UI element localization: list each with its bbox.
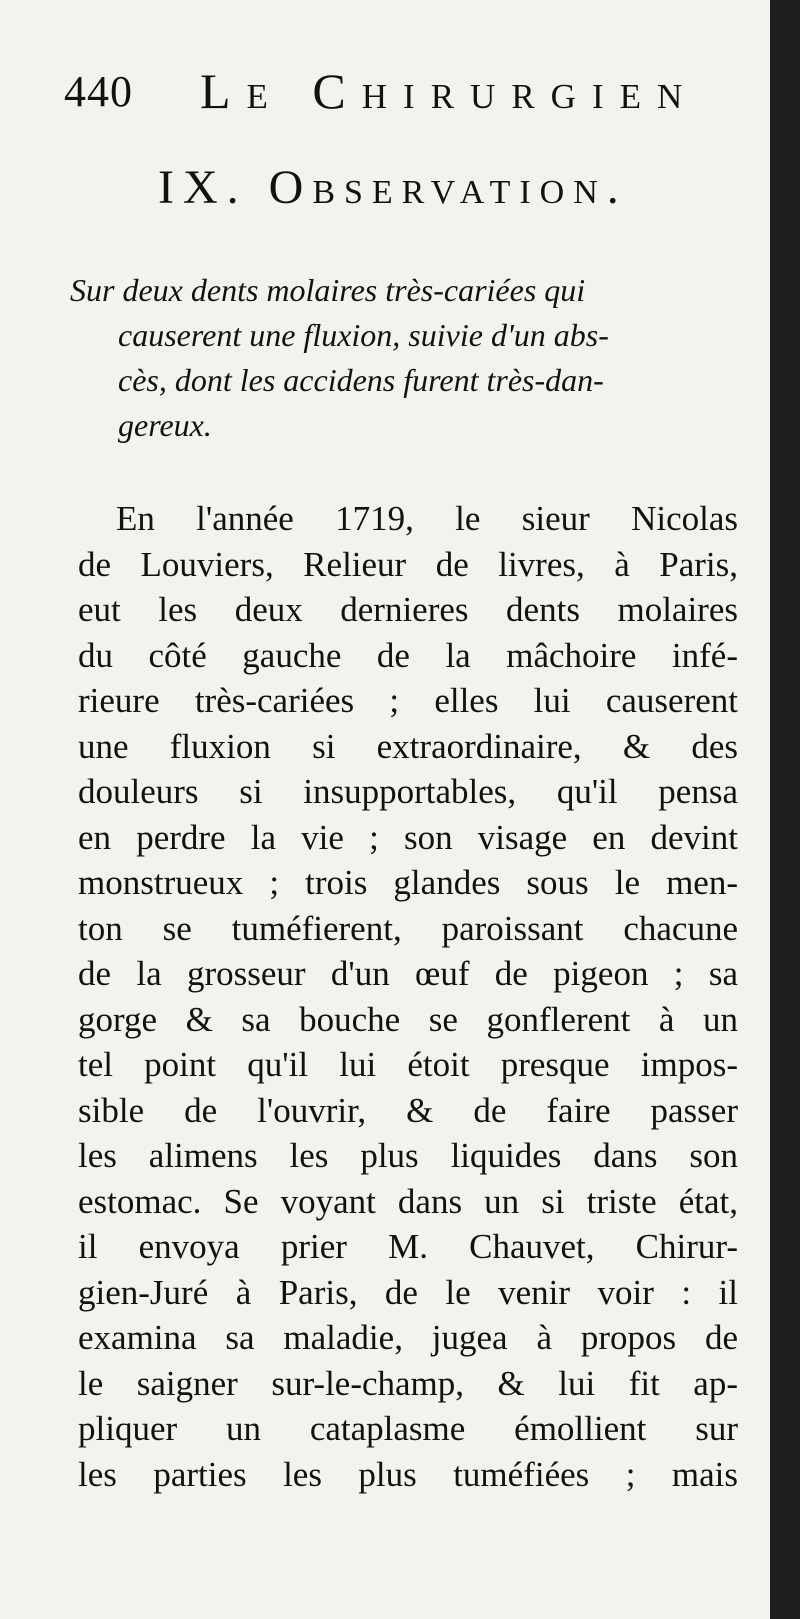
body-line: rieure très-cariées ; elles lui causerent [78,681,738,720]
body-line: estomac. Se voyant dans un si triste état, [78,1181,738,1221]
observation-title: IX. Observation. [158,161,628,214]
body-line: ton se tuméfierent, paroissant chacune [78,908,738,948]
body-line: gien-Juré à Paris, de le venir voir : il [78,1272,738,1312]
page-number: 440 [64,67,133,116]
body-line: en perdre la vie ; son visage en devint [78,817,738,857]
running-head: Le Chirurgien [200,63,699,119]
body-line: monstrueux ; trois glandes sous le men- [78,863,738,902]
body-line: du côté gauche de la mâchoire infé- [78,635,738,675]
body-line: tel point qu'il lui étoit presque impos- [78,1045,738,1084]
body-line: les parties les plus tuméfiées ; mais [78,1454,738,1494]
body-line: En l'année 1719, le sieur Nicolas [116,499,738,538]
body-line: gorge & sa bouche se gonflerent à un [78,999,738,1039]
summary-line: gereux. [118,407,212,443]
body-line: douleurs si insupportables, qu'il pensa [78,772,738,811]
body-paragraph [78,496,738,1497]
observation-summary [70,268,738,448]
summary-line: Sur deux dents molaires très-cariées qui [70,272,586,308]
body-line: les alimens les plus liquides dans son [78,1136,738,1175]
summary-line: causerent une fluxion, suivie d'un abs- [118,317,609,353]
body-line: de Louviers, Relieur de livres, à Paris, [78,544,738,584]
body-line: eut les deux dernieres dents molaires [78,590,738,629]
body-line: de la grosseur d'un œuf de pigeon ; sa [78,954,738,993]
summary-line: cès, dont les accidens furent très-dan- [118,362,604,398]
body-line: il envoya prier M. Chauvet, Chirur- [78,1227,738,1266]
body-line: sible de l'ouvrir, & de faire passer [78,1090,738,1130]
page-header [64,60,724,130]
body-line: une fluxion si extraordinaire, & des [78,726,738,766]
body-line: pliquer un cataplasme émollient sur [78,1409,738,1448]
body-line: le saigner sur-le-champ, & lui fit ap- [78,1363,738,1403]
page-edge-shadow [770,0,800,1619]
body-line: examina sa maladie, jugea à propos de [78,1318,738,1357]
